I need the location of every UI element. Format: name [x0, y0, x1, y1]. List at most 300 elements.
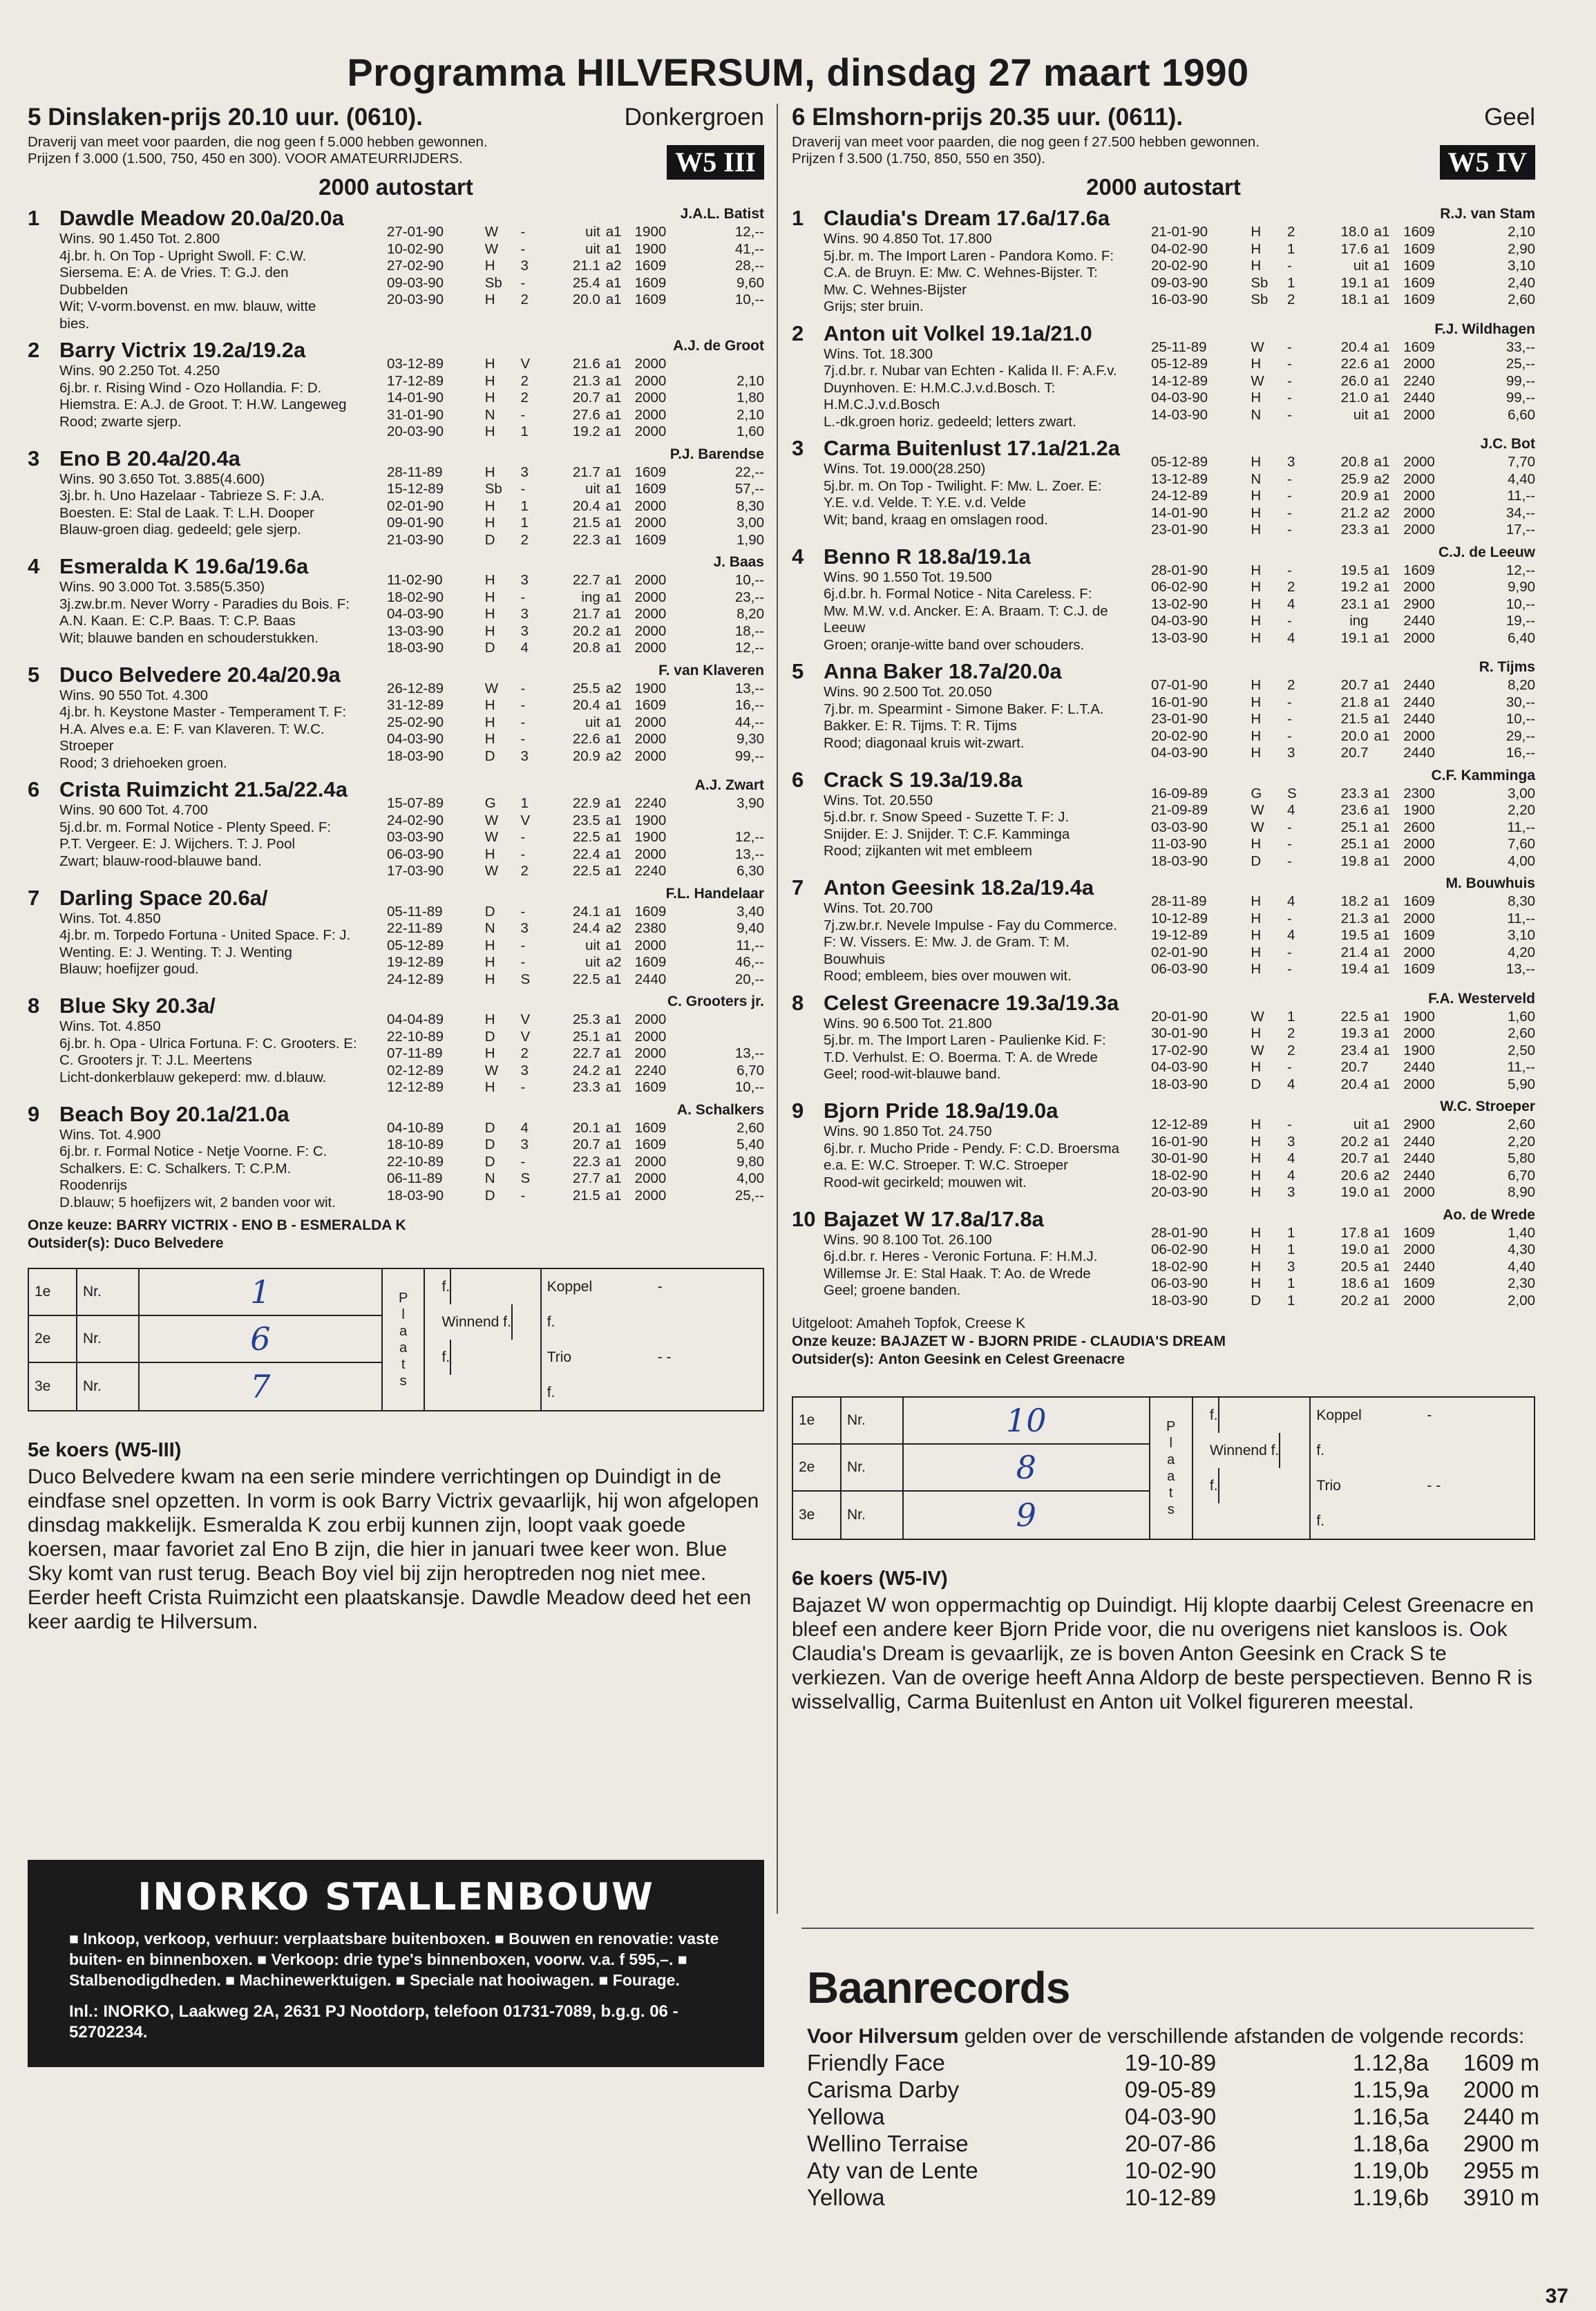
race-result-cell: a1	[1374, 694, 1390, 710]
race-result-cell: D	[484, 1028, 495, 1045]
race-result-row	[387, 258, 764, 275]
race-6-column	[792, 104, 1535, 1714]
trainer-name: P.J. Barendse	[669, 446, 764, 462]
race-result-cell: 25,--	[1505, 356, 1535, 372]
race-result-cell: 22.7	[572, 572, 600, 588]
race-result-cell: 2240	[1403, 372, 1435, 389]
race-5-color: Donkergroen	[624, 104, 764, 131]
race-result-cell: -	[1287, 836, 1292, 852]
race-result-cell: H	[484, 572, 495, 588]
race-result-cell: 2440	[1403, 711, 1435, 727]
horse-info-line: Wins. 90 1.550 Tot. 19.500	[824, 569, 992, 585]
nr-label: Nr.	[842, 1398, 904, 1443]
race-result-cell: -	[1287, 504, 1292, 521]
race-result-cell: 4	[1287, 893, 1295, 909]
race-result-cell: 2	[520, 531, 529, 548]
trio-label: Trio	[547, 1349, 572, 1365]
horse-info-line: Wins. Tot. 4.900	[59, 1126, 161, 1143]
race-result-cell: a1	[605, 714, 622, 730]
race-result-cell: H	[484, 1045, 495, 1061]
horse-info-line: Wenting. E: J. Wenting. T: J. Wenting	[59, 944, 292, 960]
race-result-cell: -	[1287, 727, 1292, 744]
race-result-cell: 4,40	[1508, 1258, 1535, 1275]
race-result-cell: 04-03-90	[1151, 390, 1208, 406]
race-result-cell: a1	[605, 937, 622, 953]
race-result-cell: 2000	[634, 372, 667, 389]
recent-races	[387, 1120, 764, 1205]
race-result-row	[387, 1188, 764, 1205]
race-result-row	[387, 275, 764, 292]
race-result-cell: 23.4	[1340, 1042, 1369, 1058]
race-6-cond-2: Prijzen f 3.500 (1.750, 850, 550 en 350).	[792, 151, 1045, 167]
race-result-cell: 27.7	[572, 1170, 600, 1186]
horse-info-line: Wit; blauwe banden en schouderstukken.	[59, 629, 319, 646]
race-result-cell: -	[1287, 390, 1292, 406]
horse-details	[792, 875, 1151, 985]
race-result-cell: G	[1251, 785, 1262, 801]
trainer-name: F.L. Handelaar	[665, 885, 764, 902]
record-cell: 09-05-89	[1125, 2077, 1217, 2102]
race-result-cell: 03-03-90	[1151, 819, 1208, 835]
race-6-cond-1: Draverij van meet voor paarden, die nog geen f 27.500 hebben gewonnen.	[792, 134, 1260, 150]
race-result-cell: a1	[605, 829, 622, 845]
race-result-cell: -	[520, 731, 526, 747]
race-result-row	[1151, 786, 1535, 803]
record-cell: Aty van de Lente	[807, 2158, 978, 2183]
race-result-cell: -	[1287, 406, 1292, 423]
horse-number: 7	[792, 875, 804, 900]
race-result-cell: 27-02-90	[387, 258, 444, 274]
horse-info-line: Rood; diagonaal kruis wit-zwart.	[824, 734, 1025, 751]
race-5-picks	[28, 1217, 764, 1253]
trainer-name: F.A. Westerveld	[1428, 990, 1535, 1007]
race-result-cell: 2000	[634, 1170, 667, 1186]
horse-form	[387, 206, 764, 332]
race-result-cell: H	[1251, 677, 1262, 693]
horse-info-line: Leeuw	[824, 620, 866, 636]
race-result-row	[387, 498, 764, 515]
race-result-cell: 20.5	[1340, 1258, 1369, 1275]
race-result-cell: 9,90	[1508, 579, 1535, 595]
race-result-cell: 2000	[1403, 522, 1435, 538]
race-result-cell: 2000	[634, 622, 667, 639]
dash: - -	[657, 1349, 672, 1365]
race-result-cell: 3,00	[737, 515, 764, 531]
race-5-horse-list	[28, 206, 764, 1211]
race-result-cell: 2900	[1403, 596, 1435, 612]
race-result-cell: H	[1251, 258, 1262, 274]
horse-info-line: Geel; groene banden.	[824, 1282, 961, 1298]
race-result-cell: 19.1	[1340, 274, 1369, 291]
race-result-cell: 1900	[634, 812, 667, 828]
race-result-cell: 2440	[1403, 677, 1435, 693]
race-result-cell: 3,90	[737, 795, 764, 811]
race-result-cell: 10,--	[1505, 711, 1535, 727]
race-result-cell: 19.5	[1340, 562, 1369, 578]
race-result-cell: 8,30	[737, 497, 764, 514]
trainer-name: J. Baas	[713, 554, 764, 570]
ad-contact: Inl.: INORKO, Laakweg 2A, 2631 PJ Nootdorp, telefoon 01731-7089, b.g.g. 06 - 52702234.	[69, 2002, 678, 2042]
horse-info-line: Wins. Tot. 20.550	[824, 792, 933, 808]
race-result-cell: a1	[1374, 406, 1390, 423]
race-result-cell: a1	[1374, 596, 1390, 612]
baanrecords-intro	[807, 2024, 1539, 2049]
race-result-cell: H	[484, 589, 495, 605]
race-result-row	[1151, 728, 1535, 745]
race-result-cell: 12-12-89	[1151, 1116, 1208, 1132]
race-result-cell: 5,80	[1508, 1150, 1535, 1166]
race-result-cell: 29,--	[1505, 727, 1535, 744]
race-6-class-badge: W5 IV	[1440, 145, 1535, 180]
horse-form	[387, 663, 764, 772]
horse-form	[387, 1102, 764, 1212]
race-result-cell: W	[1251, 1042, 1264, 1058]
race-result-row	[387, 1029, 764, 1046]
race-result-cell: 2,10	[737, 406, 764, 423]
horse-details	[28, 886, 387, 989]
horse-name: Blue Sky 20.3a/	[59, 993, 216, 1018]
race-result-cell: 22.7	[572, 1045, 600, 1061]
race-result-cell: H	[1251, 454, 1262, 470]
race-result-cell: 1609	[1403, 1224, 1435, 1241]
race-result-cell: 2000	[634, 589, 667, 605]
race-result-cell: W	[1251, 1008, 1264, 1025]
race-result-cell: H	[1251, 390, 1262, 406]
horse-details	[792, 659, 1151, 762]
race-result-cell: 18.0	[1340, 224, 1369, 240]
race-result-cell: a1	[1374, 1042, 1390, 1058]
race-result-cell: 1	[1287, 1275, 1295, 1291]
horse-info-line: 6j.br. r. Mucho Pride - Pendy. F: C.D. Broersma	[824, 1140, 1119, 1157]
horse-info-line: 6j.d.br. h. Formal Notice - Nita Careless. F:	[824, 586, 1092, 602]
race-result-cell: S	[1287, 785, 1297, 801]
trainer-name: A. Schalkers	[676, 1101, 764, 1118]
race-result-row	[1151, 694, 1535, 712]
race-result-cell: H	[484, 697, 495, 713]
horse-entry	[28, 446, 764, 549]
race-result-cell: a1	[1374, 910, 1390, 926]
race-result-cell: a1	[605, 1170, 622, 1186]
horse-number: 9	[28, 1101, 40, 1126]
horse-name: Bjorn Pride 18.9a/19.0a	[824, 1099, 1058, 1123]
race-result-cell: D	[484, 640, 495, 656]
race-result-cell: 18.1	[1340, 292, 1369, 307]
race-result-row	[387, 829, 764, 846]
race-result-cell: -	[1287, 372, 1292, 389]
race-result-cell: 04-03-90	[387, 606, 444, 622]
race-result-cell: 2000	[1403, 356, 1435, 372]
race-result-cell: a1	[605, 1187, 622, 1204]
race-5-start-type: 2000 autostart	[319, 174, 473, 200]
race-result-cell: 21.2	[1340, 504, 1369, 521]
race-result-cell: 2440	[634, 971, 667, 987]
race-result-cell: 11,--	[1507, 910, 1535, 926]
race-result-row	[1151, 927, 1535, 944]
horse-info-line: Wins. Tot. 19.000(28.250)	[824, 461, 986, 477]
horse-info-line: 6j.br. h. Opa - Ulrica Fortuna. F: C. Grooters. E:	[59, 1035, 357, 1052]
race-result-cell: 20.7	[1340, 1059, 1369, 1075]
race-result-cell: 2000	[1403, 1292, 1435, 1309]
record-cell: Yellowa	[807, 2185, 885, 2210]
race-result-cell: -	[520, 829, 526, 845]
race-result-row	[387, 1137, 764, 1154]
race-result-row	[1151, 802, 1535, 819]
record-cell: 2900 m	[1463, 2131, 1539, 2156]
race-result-cell: 22-10-89	[387, 1153, 444, 1170]
race-result-cell: D	[1251, 853, 1262, 869]
race-result-row	[1151, 711, 1535, 728]
race-result-cell: 1	[520, 497, 529, 514]
horse-form	[1151, 875, 1535, 985]
race-result-cell: 3	[520, 1137, 529, 1152]
horse-info-line: Rood-wit gecirkeld; mouwen wit.	[824, 1174, 1027, 1190]
record-cell: Wellino Terraise	[807, 2131, 969, 2156]
race-result-row	[387, 863, 764, 880]
race-result-cell: H	[484, 1011, 495, 1027]
race-result-cell: a2	[605, 920, 622, 936]
race-result-row	[1151, 224, 1535, 241]
race-result-cell: 2440	[1403, 694, 1435, 710]
uitgeloot-value: Amaheh Topfok, Creese K	[856, 1315, 1026, 1331]
race-result-cell: 22-10-89	[387, 1028, 444, 1045]
race-result-cell: 25.1	[1340, 819, 1369, 835]
race-result-cell: a1	[1374, 836, 1390, 852]
race-result-cell: 4,00	[1508, 853, 1535, 869]
horse-number: 3	[792, 436, 804, 460]
race-result-cell: 1609	[1403, 927, 1435, 943]
f-label: f.	[1204, 1468, 1219, 1503]
race-result-cell: W	[484, 829, 499, 845]
horse-entry	[792, 768, 1535, 871]
race-result-row	[1151, 579, 1535, 596]
horse-details	[28, 206, 387, 332]
race-result-cell: 2240	[634, 1062, 667, 1078]
record-cell: 2000 m	[1463, 2077, 1539, 2102]
race-result-cell: 05-11-89	[387, 903, 443, 920]
race-result-cell: 2240	[634, 795, 667, 811]
race-result-cell: 2440	[1403, 1133, 1435, 1150]
race-result-cell: 24-12-89	[387, 971, 444, 987]
recent-races	[1151, 339, 1535, 424]
race-result-cell: 22.5	[572, 971, 600, 987]
race-result-cell: 25.1	[572, 1028, 600, 1045]
race-result-cell: 2000	[1403, 504, 1435, 521]
horse-info-line: Boesten. E: Stal de Laak. T: L.H. Dooper	[59, 504, 314, 521]
horse-details	[792, 1099, 1151, 1201]
race-result-cell: W	[484, 863, 499, 879]
race-result-cell: 2	[1287, 292, 1295, 307]
column-divider	[777, 104, 778, 1914]
race-result-cell: a1	[605, 606, 622, 622]
race-result-cell: a1	[1374, 1224, 1390, 1241]
race-result-cell: H	[1251, 1150, 1262, 1166]
race-result-cell: a2	[1374, 1167, 1390, 1183]
horse-info-line: Wins. 90 8.100 Tot. 26.100	[824, 1231, 992, 1248]
race-result-cell: 5,40	[737, 1137, 764, 1152]
race-result-cell: 10,--	[734, 292, 764, 307]
race-result-cell: 3	[520, 258, 529, 274]
race-result-row	[387, 971, 764, 989]
race-result-cell: 1609	[1403, 961, 1435, 977]
race-result-cell: a1	[605, 481, 622, 497]
race-result-row	[1151, 630, 1535, 647]
race-result-cell: 2,20	[1508, 1133, 1535, 1150]
race-result-cell: 1609	[634, 1137, 667, 1152]
horse-name: Duco Belvedere 20.4a/20.9a	[59, 662, 341, 687]
horse-info-line: Willemse Jr. E: Stal Haak. T: Ao. de Wrede	[824, 1265, 1091, 1282]
horse-info-line: Zwart; blauw-rood-blauwe band.	[59, 853, 262, 869]
race-result-cell: 21-03-90	[387, 531, 444, 548]
horse-info-line: Siersema. E: A. de Vries. T: G.J. den	[59, 265, 289, 280]
race-result-cell: 2000	[634, 846, 667, 862]
race-result-cell: H	[1251, 356, 1262, 372]
race-result-cell: -	[1287, 961, 1292, 977]
race-result-cell: 2,60	[737, 1119, 764, 1136]
race-result-cell: H	[1251, 1275, 1262, 1291]
race-result-cell: a2	[605, 680, 622, 696]
race-result-cell: N	[1251, 406, 1262, 423]
race-result-cell: V	[520, 812, 531, 828]
race-result-cell: 11-02-90	[387, 572, 443, 588]
race-result-cell: 21.0	[1340, 390, 1369, 406]
race-result-cell: 23.1	[1340, 596, 1369, 612]
race-result-cell: 17-02-90	[1151, 1042, 1208, 1058]
race-result-cell: uit	[1353, 1116, 1369, 1132]
race-result-cell: 24-12-89	[1151, 488, 1208, 504]
race-result-row	[1151, 911, 1535, 928]
horse-info-line: C. Grooters jr. T: J.L. Meertens	[59, 1052, 252, 1068]
horse-details	[28, 993, 387, 1096]
recent-races	[1151, 786, 1535, 871]
race-result-cell: 20.7	[572, 390, 600, 406]
horse-name: Bajazet W 17.8a/17.8a	[824, 1206, 1044, 1231]
race-result-cell: 24.4	[572, 920, 600, 936]
race-result-cell: -	[1287, 258, 1292, 274]
race-result-cell: 2000	[1403, 944, 1435, 960]
race-result-cell: 1900	[634, 829, 667, 845]
race-result-cell: 4,20	[1508, 944, 1535, 960]
race-result-cell: V	[520, 356, 531, 372]
race-result-cell: a1	[605, 863, 622, 879]
race-result-cell: -	[1287, 1059, 1292, 1075]
race-result-cell: a1	[605, 1079, 622, 1095]
race-result-cell: 18.2	[1340, 893, 1369, 909]
f-label: f.	[547, 1313, 555, 1330]
keuze-value: BARRY VICTRIX - ENO B - ESMERALDA K	[116, 1217, 406, 1233]
horse-number: 6	[792, 767, 804, 792]
race-result-row	[1151, 522, 1535, 539]
race-result-cell: 2,00	[1508, 1292, 1535, 1309]
race-result-cell: 20.7	[1340, 1150, 1369, 1166]
horse-number: 1	[792, 206, 804, 230]
record-row	[807, 2184, 1539, 2211]
race-result-cell: a1	[605, 903, 622, 920]
race-result-cell: 6,60	[1508, 406, 1535, 423]
race-result-cell: 25.9	[1340, 470, 1369, 487]
race-result-cell: 21.8	[1340, 694, 1369, 710]
race-result-row	[387, 407, 764, 424]
race-result-row	[387, 241, 764, 258]
race-result-cell: H	[1251, 711, 1262, 727]
race-result-cell: -	[520, 680, 526, 696]
race-result-cell: 1900	[1403, 802, 1435, 818]
race-result-cell: 9,40	[737, 920, 764, 936]
race-result-cell: 1	[520, 515, 529, 531]
horse-form	[1151, 991, 1535, 1094]
race-result-cell: a1	[1374, 853, 1390, 869]
horse-info-line: Blauw-groen diag. gedeeld; gele sjerp.	[59, 522, 301, 538]
recent-races	[387, 904, 764, 989]
race-result-cell: 16-01-90	[1151, 694, 1208, 710]
race-result-cell: 04-04-89	[387, 1011, 444, 1027]
race-result-cell: 12,--	[734, 829, 764, 845]
race-result-cell: 8,90	[1508, 1184, 1535, 1200]
handwritten-number: 10	[1006, 1402, 1047, 1439]
race-result-cell: -	[520, 240, 526, 257]
race-result-cell: 15-07-89	[387, 795, 444, 811]
race-result-cell: 13-02-90	[1151, 596, 1208, 612]
race-result-cell: H	[1251, 1059, 1262, 1075]
recent-races	[1151, 893, 1535, 978]
record-cell: 04-03-90	[1125, 2104, 1217, 2129]
race-result-row	[1151, 292, 1535, 309]
race-result-cell: a1	[1374, 1150, 1390, 1166]
race-result-cell: 30-01-90	[1151, 1025, 1208, 1041]
race-result-cell: 1,80	[737, 390, 764, 406]
trainer-name: F.J. Wildhagen	[1434, 321, 1535, 337]
horse-details	[792, 206, 1151, 316]
race-result-row	[387, 714, 764, 732]
race-result-row	[1151, 819, 1535, 837]
race-result-cell: a1	[1374, 1184, 1390, 1200]
race-result-cell: 2000	[1403, 836, 1435, 852]
race-result-cell: 20.2	[1340, 1133, 1369, 1150]
horse-details	[28, 446, 387, 549]
race-result-cell: 12,--	[734, 640, 764, 656]
race-result-cell: a1	[1374, 944, 1390, 960]
horse-number: 5	[792, 659, 804, 683]
race-result-cell: 14-03-90	[1151, 406, 1208, 423]
race-result-cell: 04-02-90	[1151, 240, 1208, 257]
horse-info-line: 7j.d.br. r. Nubar van Echten - Kalida II. F: A.F.v.	[824, 363, 1117, 379]
race-result-cell: H	[1251, 240, 1262, 257]
race-result-cell: -	[520, 1079, 526, 1095]
race-result-row	[387, 481, 764, 498]
horse-info-line: 3j.zw.br.m. Never Worry - Paradies du Bois. F:	[59, 596, 350, 612]
race-result-cell: uit	[585, 224, 600, 240]
horse-info-line: Wins. Tot. 20.700	[824, 900, 933, 916]
horse-entry	[792, 1207, 1535, 1310]
horse-form	[1151, 659, 1535, 762]
keuze-label: Onze keuze:	[792, 1333, 877, 1349]
keuze-label: Onze keuze:	[28, 1217, 113, 1233]
race-result-cell: 2000	[634, 1028, 667, 1045]
race-result-cell: 22.6	[572, 731, 600, 747]
recent-races	[1151, 677, 1535, 762]
race-result-cell: a1	[1374, 488, 1390, 504]
horse-number: 2	[28, 338, 40, 362]
race-result-row	[1151, 1242, 1535, 1259]
race-result-cell: a2	[1374, 470, 1390, 487]
horse-name: Crack S 19.3a/19.8a	[824, 767, 1023, 792]
race-result-cell: a1	[1374, 677, 1390, 693]
race-result-cell: a2	[605, 748, 622, 764]
race-result-cell: H	[1251, 224, 1262, 240]
race-result-cell: 20.6	[1340, 1167, 1369, 1183]
outsider-label: Outsider(s):	[28, 1235, 111, 1251]
race-result-cell: a1	[605, 356, 622, 372]
record-cell: 1.19,6b	[1352, 2185, 1429, 2210]
